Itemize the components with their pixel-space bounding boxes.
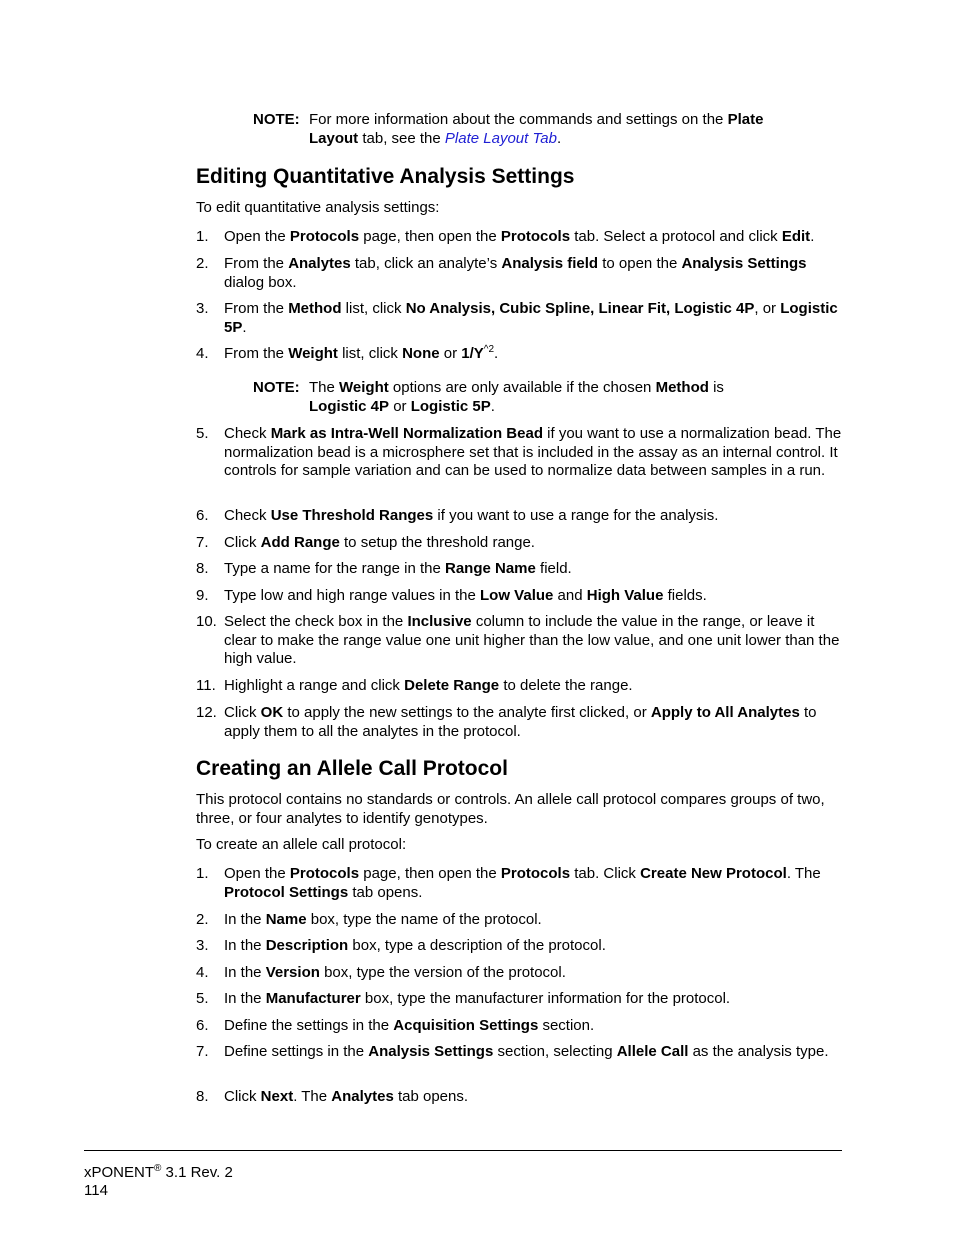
note-text: The Weight options are only available if the chosen Method is Logistic 4P or Logistic 5P.: [309, 379, 724, 415]
section-intro: To edit quantitative analysis settings:: [196, 199, 440, 216]
section-heading-allele-call: Creating an Allele Call Protocol: [196, 757, 508, 780]
plate-layout-tab-link[interactable]: Plate Layout Tab: [444, 129, 557, 147]
page-number: 114: [84, 1182, 108, 1199]
note-label: NOTE:: [253, 111, 300, 128]
section-heading-quantitative: Editing Quantitative Analysis Settings: [196, 165, 575, 188]
section-intro: To create an allele call protocol:: [196, 836, 407, 853]
footer-divider: [84, 1150, 842, 1151]
footer-product-version: xPONENT® 3.1 Rev. 2: [84, 1163, 233, 1181]
note-text: For more information about the commands and settings on the Plate Layout tab, see the Plate Layout Tab.: [309, 111, 764, 147]
section-intro: This protocol contains no standards or controls. An allele call protocol compares groups of two, three, or four analytes to identify genotypes.: [196, 791, 825, 827]
note-label: NOTE:: [253, 379, 300, 396]
